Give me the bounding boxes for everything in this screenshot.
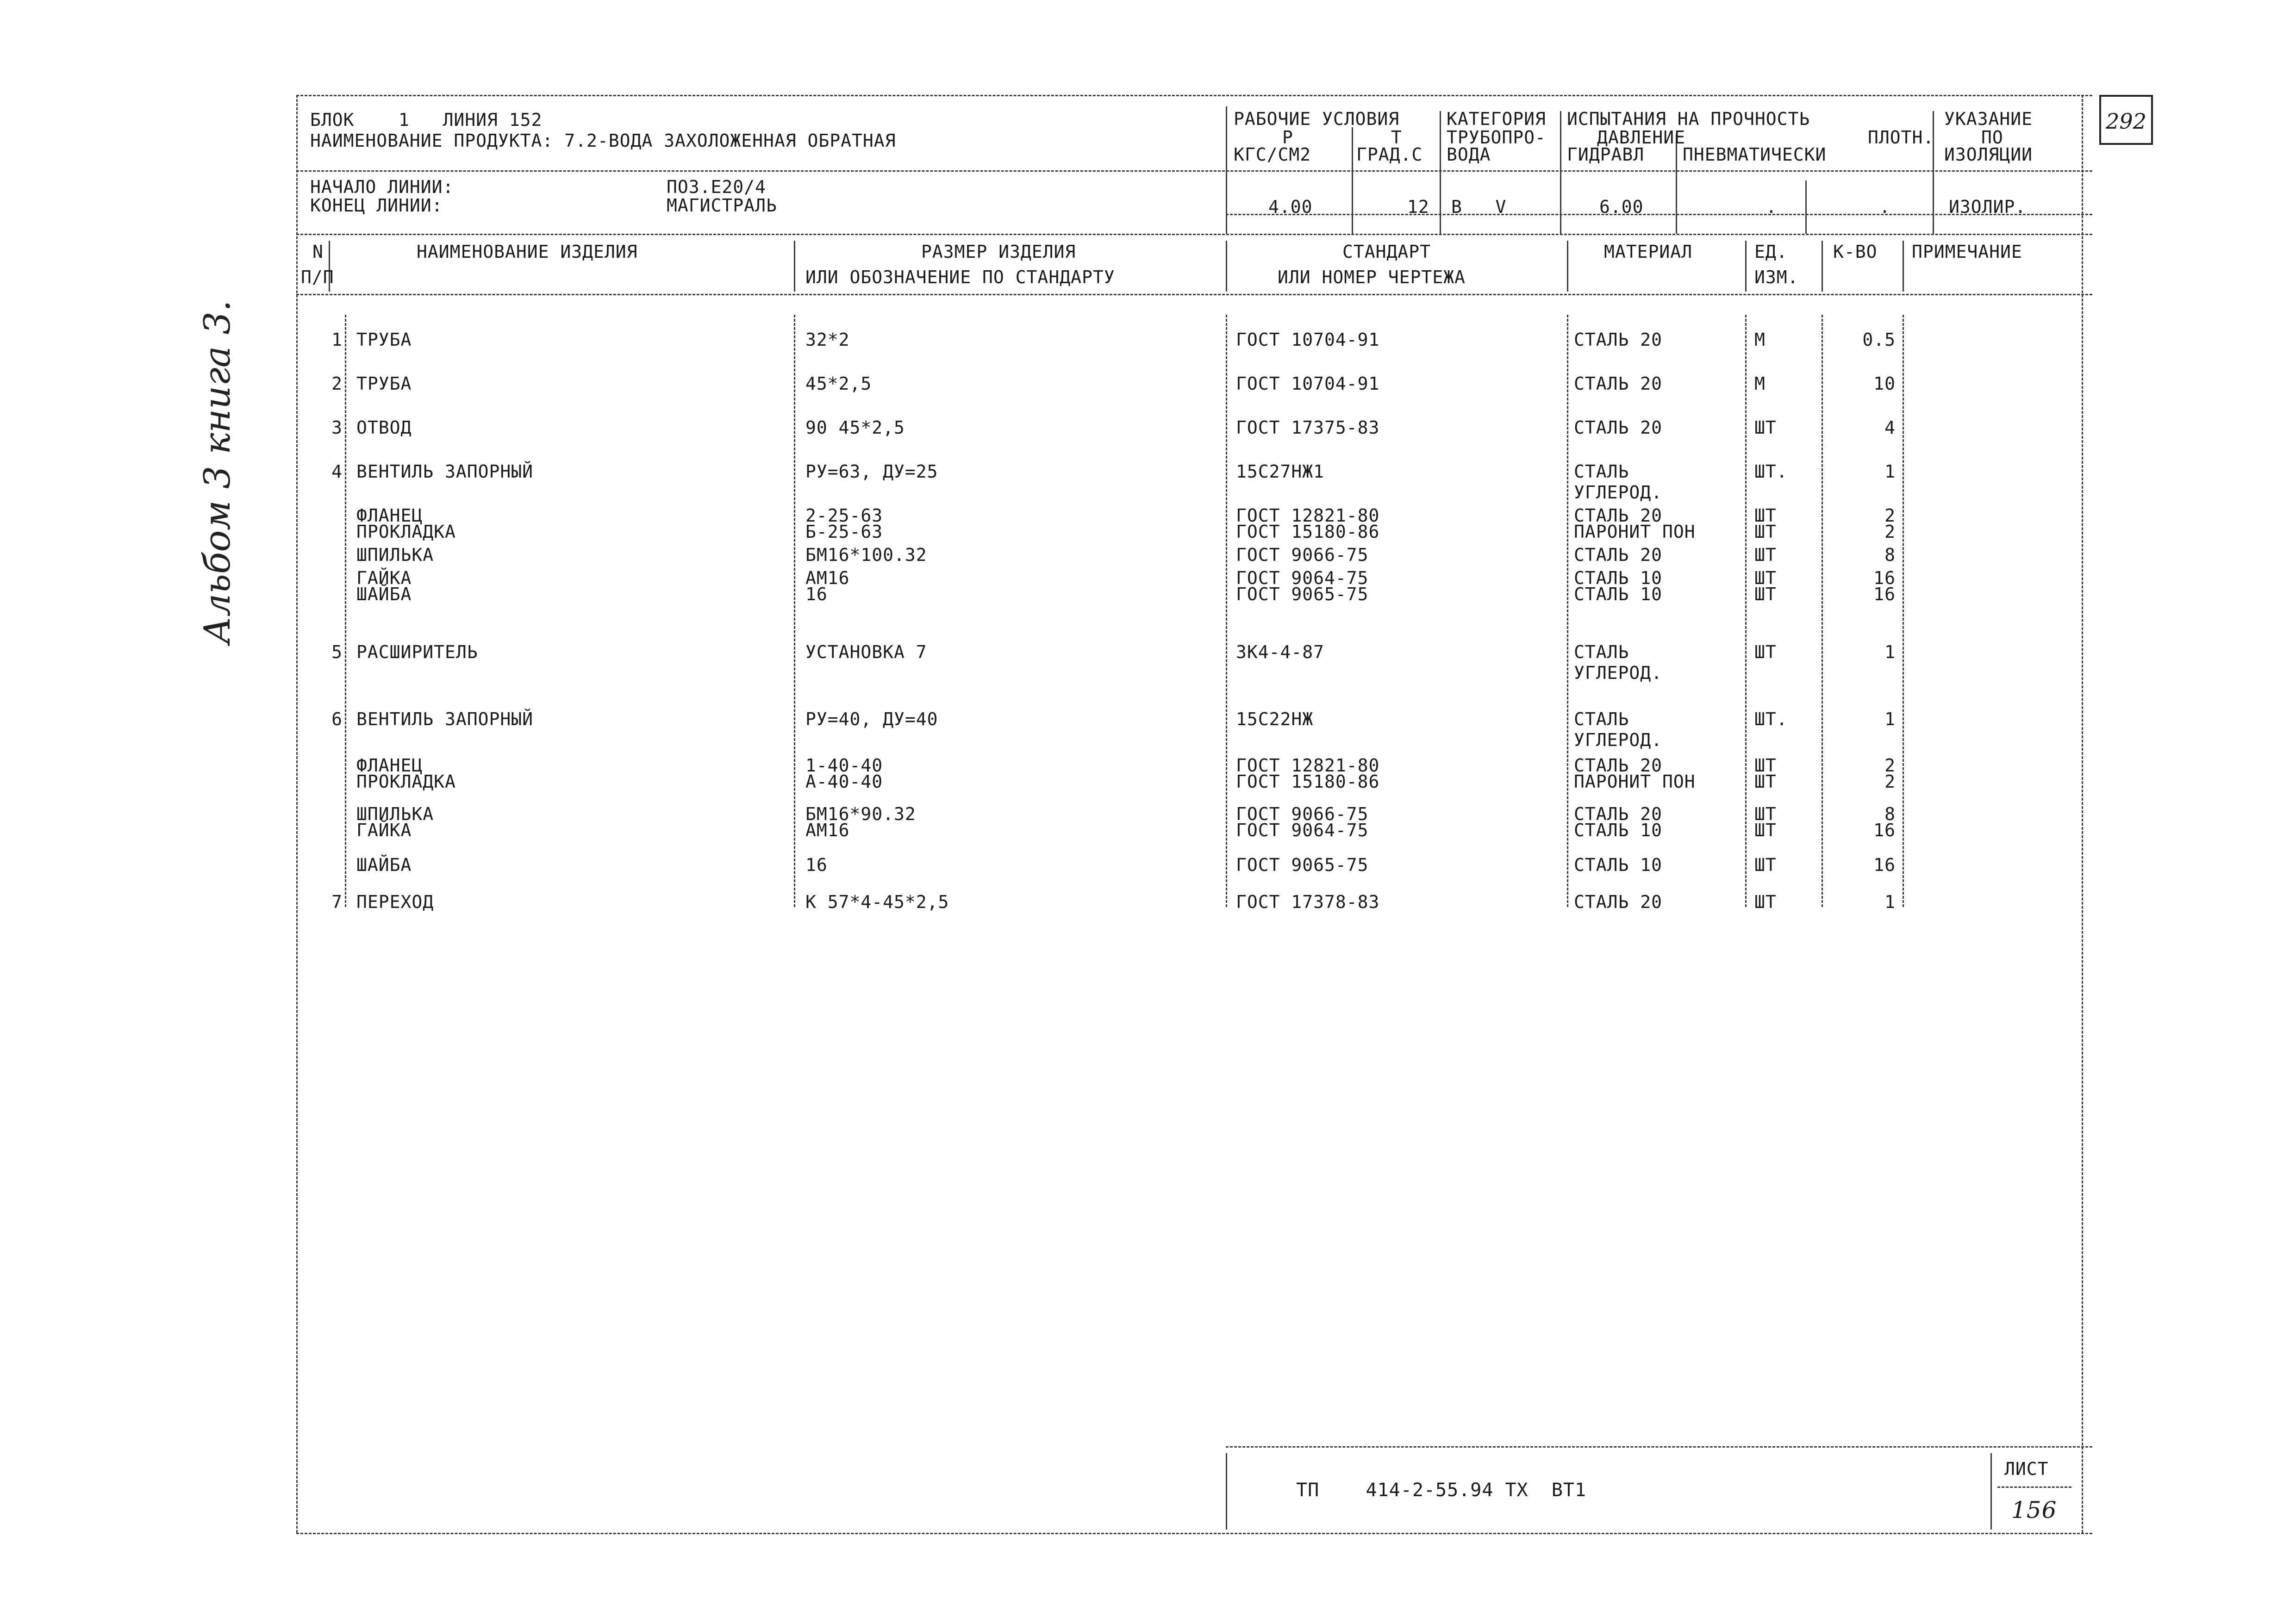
- body-material-separator: [1567, 315, 1568, 907]
- frame-top-line: [296, 95, 2092, 96]
- row-material: ПАРОНИТ ПОН: [1574, 522, 1696, 542]
- line-start-value: ПОЗ.Е20/4: [667, 177, 766, 197]
- pressure-value: 4.00: [1268, 197, 1313, 217]
- row-material: СТАЛЬ 10: [1574, 584, 1663, 604]
- row-unit: ШТ: [1754, 892, 1777, 912]
- row-size: 16: [805, 855, 828, 875]
- row-unit: ШТ: [1754, 820, 1777, 840]
- sheet-label-underline: [1997, 1486, 2071, 1488]
- category-title-3: ВОДА: [1447, 144, 1491, 165]
- row-unit: ШТ.: [1754, 461, 1788, 482]
- row-standard: ГОСТ 15180-86: [1236, 522, 1380, 542]
- row-unit: ШТ: [1754, 522, 1777, 542]
- temperature-value: 12: [1407, 197, 1429, 217]
- row-size: 32*2: [805, 330, 850, 350]
- row-unit: ШТ: [1754, 417, 1777, 438]
- col-name-separator: [794, 241, 795, 292]
- row-size: 90 45*2,5: [805, 417, 905, 438]
- hydraulic-value: 6.00: [1599, 197, 1644, 217]
- col-name-header: НАИМЕНОВАНИЕ ИЗДЕЛИЯ: [417, 242, 638, 262]
- line-start-label: НАЧАЛО ЛИНИИ:: [310, 177, 454, 197]
- row-size: Б-25-63: [805, 522, 883, 542]
- row-unit: ШТ: [1754, 642, 1777, 662]
- row-item-name: ВЕНТИЛЬ ЗАПОРНЫЙ: [356, 709, 534, 729]
- row-size: 1-40-40: [805, 755, 883, 776]
- row-material: СТАЛЬ 20: [1574, 417, 1663, 438]
- row-item-name: ШПИЛЬКА: [356, 545, 434, 565]
- row-unit: ШТ: [1754, 584, 1777, 604]
- line-end-label: КОНЕЦ ЛИНИИ:: [310, 195, 443, 216]
- row-item-name: ТРУБА: [356, 373, 412, 394]
- line-end-value: МАГИСТРАЛЬ: [667, 195, 777, 216]
- row-size: УСТАНОВКА 7: [805, 642, 927, 662]
- row-standard: ГОСТ 10704-91: [1236, 330, 1380, 350]
- row-standard: 3К4-4-87: [1236, 642, 1325, 662]
- row-material: СТАЛЬ 20: [1574, 373, 1663, 394]
- row-unit: ШТ: [1754, 505, 1777, 526]
- row-standard: ГОСТ 9066-75: [1236, 804, 1369, 824]
- row-standard: ГОСТ 9065-75: [1236, 855, 1369, 875]
- pneumatic-label: ПНЕВМАТИЧЕСКИ: [1683, 144, 1827, 165]
- row-number: 7: [331, 892, 343, 912]
- col-num-header-2: П/П: [301, 267, 334, 287]
- row-material: СТАЛЬ: [1574, 709, 1629, 729]
- row-size: А-40-40: [805, 771, 883, 792]
- row-number: 6: [331, 709, 343, 729]
- row-unit: М: [1754, 330, 1766, 350]
- row-unit: ШТ: [1754, 804, 1777, 824]
- body-std-separator: [1226, 315, 1227, 907]
- row-material: СТАЛЬ: [1574, 461, 1629, 482]
- t-category-separator: [1440, 111, 1441, 234]
- row-size: АМ16: [805, 820, 850, 840]
- category-title-2: ТРУБОПРО-: [1447, 127, 1546, 148]
- row-size: РУ=40, ДУ=40: [805, 709, 938, 729]
- p-t-separator: [1352, 127, 1353, 234]
- frame-bottom-line: [296, 1533, 2092, 1534]
- row-standard: ГОСТ 10704-91: [1236, 373, 1380, 394]
- row-quantity: 1: [1884, 461, 1896, 482]
- strength-test-title: ИСПЫТАНИЯ НА ПРОЧНОСТЬ: [1567, 109, 1810, 129]
- row-material: СТАЛЬ 20: [1574, 545, 1663, 565]
- frame-left-line: [296, 95, 298, 1533]
- row-standard: 15С22НЖ: [1236, 709, 1314, 729]
- row-material-continued: УГЛЕРОД.: [1574, 730, 1663, 750]
- density-test-label: ПЛОТН.: [1868, 127, 1934, 148]
- row-number: 3: [331, 417, 343, 438]
- row-material: СТАЛЬ 20: [1574, 330, 1663, 350]
- row-item-name: ГАЙКА: [356, 568, 412, 588]
- sheet-badge: [2099, 95, 2153, 145]
- body-note-separator: [1903, 315, 1904, 907]
- row-material: ПАРОНИТ ПОН: [1574, 771, 1696, 792]
- row-standard: ГОСТ 9065-75: [1236, 584, 1369, 604]
- row-item-name: ФЛАНЕЦ: [356, 505, 423, 526]
- row-number: 2: [331, 373, 343, 394]
- col-unit-separator: [1822, 241, 1823, 292]
- body-qty-separator: [1822, 315, 1823, 907]
- row-material: СТАЛЬ 20: [1574, 892, 1663, 912]
- row-material: СТАЛЬ 10: [1574, 855, 1663, 875]
- sheet-number: 156: [2011, 1497, 2057, 1524]
- hydraulic-label: ГИДРАВЛ: [1567, 144, 1645, 165]
- row-standard: ГОСТ 12821-80: [1236, 505, 1380, 526]
- row-quantity: 2: [1884, 505, 1896, 526]
- row-size: 2-25-63: [805, 505, 883, 526]
- row-material: СТАЛЬ 20: [1574, 804, 1663, 824]
- row-material: СТАЛЬ 10: [1574, 568, 1663, 588]
- row-quantity: 0.5: [1862, 330, 1896, 350]
- column-header-bottom-line: [296, 294, 2092, 295]
- row-standard: ГОСТ 12821-80: [1236, 755, 1380, 776]
- row-material-continued: УГЛЕРОД.: [1574, 482, 1663, 503]
- body-size-separator: [794, 315, 795, 907]
- col-qty-separator: [1903, 241, 1904, 292]
- col-size-header-1: РАЗМЕР ИЗДЕЛИЯ: [921, 242, 1076, 262]
- pneumatic-density-separator: [1805, 180, 1807, 234]
- insulation-title-3: ИЗОЛЯЦИИ: [1944, 144, 2033, 165]
- insulation-title-1: УКАЗАНИЕ: [1944, 109, 2033, 129]
- pneumatic-value: .: [1766, 197, 1777, 217]
- row-unit: ШТ: [1754, 855, 1777, 875]
- col-material-header: МАТЕРИАЛ: [1604, 242, 1693, 262]
- row-quantity: 2: [1884, 522, 1896, 542]
- row-quantity: 8: [1884, 804, 1896, 824]
- work-conditions-title: РАБОЧИЕ УСЛОВИЯ: [1234, 109, 1400, 129]
- row-standard: ГОСТ 17378-83: [1236, 892, 1380, 912]
- col-unit-header-2: ИЗМ.: [1754, 267, 1799, 287]
- row-quantity: 1: [1884, 709, 1896, 729]
- title-block-top-line: [1226, 1446, 2092, 1448]
- insulation-value: ИЗОЛИР.: [1949, 197, 2027, 217]
- row-quantity: 4: [1884, 417, 1896, 438]
- row-size: РУ=63, ДУ=25: [805, 461, 938, 482]
- row-unit: ШТ.: [1754, 709, 1788, 729]
- row-quantity: 16: [1873, 820, 1896, 840]
- row-size: БМ16*90.32: [805, 804, 916, 824]
- row-size: АМ16: [805, 568, 850, 588]
- row-standard: ГОСТ 9064-75: [1236, 820, 1369, 840]
- title-block-sheet-separator: [1990, 1453, 1992, 1530]
- col-std-header-1: СТАНДАРТ: [1342, 242, 1431, 262]
- row-quantity: 10: [1873, 373, 1896, 394]
- album-note: Альбом 3 книга 3.: [197, 300, 238, 644]
- row-quantity: 8: [1884, 545, 1896, 565]
- drawing-code: ТП 414-2-55.94 ТХ ВТ1: [1296, 1480, 1587, 1501]
- row-material-continued: УГЛЕРОД.: [1574, 663, 1663, 683]
- pressure-unit: КГС/СМ2: [1234, 144, 1311, 165]
- row-size: 45*2,5: [805, 373, 872, 394]
- block-line-label: БЛОК 1 ЛИНИЯ 152: [310, 110, 543, 130]
- col-note-header: ПРИМЕЧАНИЕ: [1912, 242, 2022, 262]
- row-standard: ГОСТ 17375-83: [1236, 417, 1380, 438]
- row-unit: ШТ: [1754, 568, 1777, 588]
- category-value: В V: [1451, 197, 1507, 217]
- density-value: .: [1879, 197, 1890, 217]
- product-name: НАИМЕНОВАНИЕ ПРОДУКТА: 7.2-ВОДА ЗАХОЛОЖЕННАЯ ОБРАТНАЯ: [310, 131, 896, 151]
- sheet-badge-number: 292: [2106, 109, 2146, 134]
- row-number: 1: [331, 330, 343, 350]
- sheet-label: ЛИСТ: [2004, 1459, 2049, 1479]
- row-item-name: РАСШИРИТЕЛЬ: [356, 642, 478, 662]
- col-qty-header: К-ВО: [1833, 242, 1878, 262]
- row-size: К 57*4-45*2,5: [805, 892, 949, 912]
- row-size: 16: [805, 584, 828, 604]
- row-item-name: ПЕРЕХОД: [356, 892, 434, 912]
- row-item-name: ВЕНТИЛЬ ЗАПОРНЫЙ: [356, 461, 534, 482]
- col-std-separator: [1567, 241, 1568, 292]
- header-divider-line: [296, 170, 2092, 172]
- row-unit: М: [1754, 373, 1766, 394]
- pressure-test-label: ДАВЛЕНИЕ: [1597, 127, 1686, 148]
- row-item-name: ПРОКЛАДКА: [356, 771, 456, 792]
- category-title-1: КАТЕГОРИЯ: [1447, 109, 1546, 129]
- row-item-name: ГАЙКА: [356, 820, 412, 840]
- row-material: СТАЛЬ: [1574, 642, 1629, 662]
- row-quantity: 2: [1884, 755, 1896, 776]
- row-item-name: ОТВОД: [356, 417, 412, 438]
- row-number: 5: [331, 642, 343, 662]
- col-size-separator: [1226, 241, 1227, 292]
- row-item-name: ШАЙБА: [356, 855, 412, 875]
- row-standard: ГОСТ 9066-75: [1236, 545, 1369, 565]
- row-quantity: 1: [1884, 642, 1896, 662]
- row-unit: ШТ: [1754, 755, 1777, 776]
- row-standard: 15С27НЖ1: [1236, 461, 1325, 482]
- row-unit: ШТ: [1754, 771, 1777, 792]
- col-unit-header-1: ЕД.: [1754, 242, 1788, 262]
- col-size-header-2: ИЛИ ОБОЗНАЧЕНИЕ ПО СТАНДАРТУ: [805, 267, 1115, 287]
- row-quantity: 1: [1884, 892, 1896, 912]
- frame-right-line: [2082, 95, 2083, 1533]
- row-item-name: ФЛАНЕЦ: [356, 755, 423, 776]
- body-unit-separator: [1745, 315, 1747, 907]
- body-num-separator: [345, 315, 346, 907]
- row-item-name: ТРУБА: [356, 330, 412, 350]
- column-header-top-line: [296, 234, 2092, 235]
- row-material: СТАЛЬ 20: [1574, 505, 1663, 526]
- row-unit: ШТ: [1754, 545, 1777, 565]
- row-standard: ГОСТ 9064-75: [1236, 568, 1369, 588]
- conditions-left-separator: [1226, 106, 1227, 234]
- temperature-label: Т: [1391, 127, 1402, 148]
- row-item-name: ШАЙБА: [356, 584, 412, 604]
- row-size: БМ16*100.32: [805, 545, 927, 565]
- pressure-label: Р: [1282, 127, 1293, 148]
- row-quantity: 16: [1873, 568, 1896, 588]
- col-std-header-2: ИЛИ НОМЕР ЧЕРТЕЖА: [1278, 267, 1466, 287]
- hydraulic-pneumatic-separator: [1676, 134, 1677, 234]
- title-block-left-separator: [1226, 1453, 1227, 1530]
- col-material-separator: [1745, 241, 1747, 292]
- category-test-separator: [1560, 111, 1561, 234]
- row-item-name: ШПИЛЬКА: [356, 804, 434, 824]
- temperature-unit: ГРАД.С: [1356, 144, 1423, 165]
- row-standard: ГОСТ 15180-86: [1236, 771, 1380, 792]
- row-quantity: 16: [1873, 855, 1896, 875]
- row-material: СТАЛЬ 10: [1574, 820, 1663, 840]
- row-number: 4: [331, 461, 343, 482]
- col-num-header-1: N: [312, 242, 324, 262]
- row-quantity: 2: [1884, 771, 1896, 792]
- insulation-title-2: ПО: [1981, 127, 2003, 148]
- row-quantity: 16: [1873, 584, 1896, 604]
- row-material: СТАЛЬ 20: [1574, 755, 1663, 776]
- row-item-name: ПРОКЛАДКА: [356, 522, 456, 542]
